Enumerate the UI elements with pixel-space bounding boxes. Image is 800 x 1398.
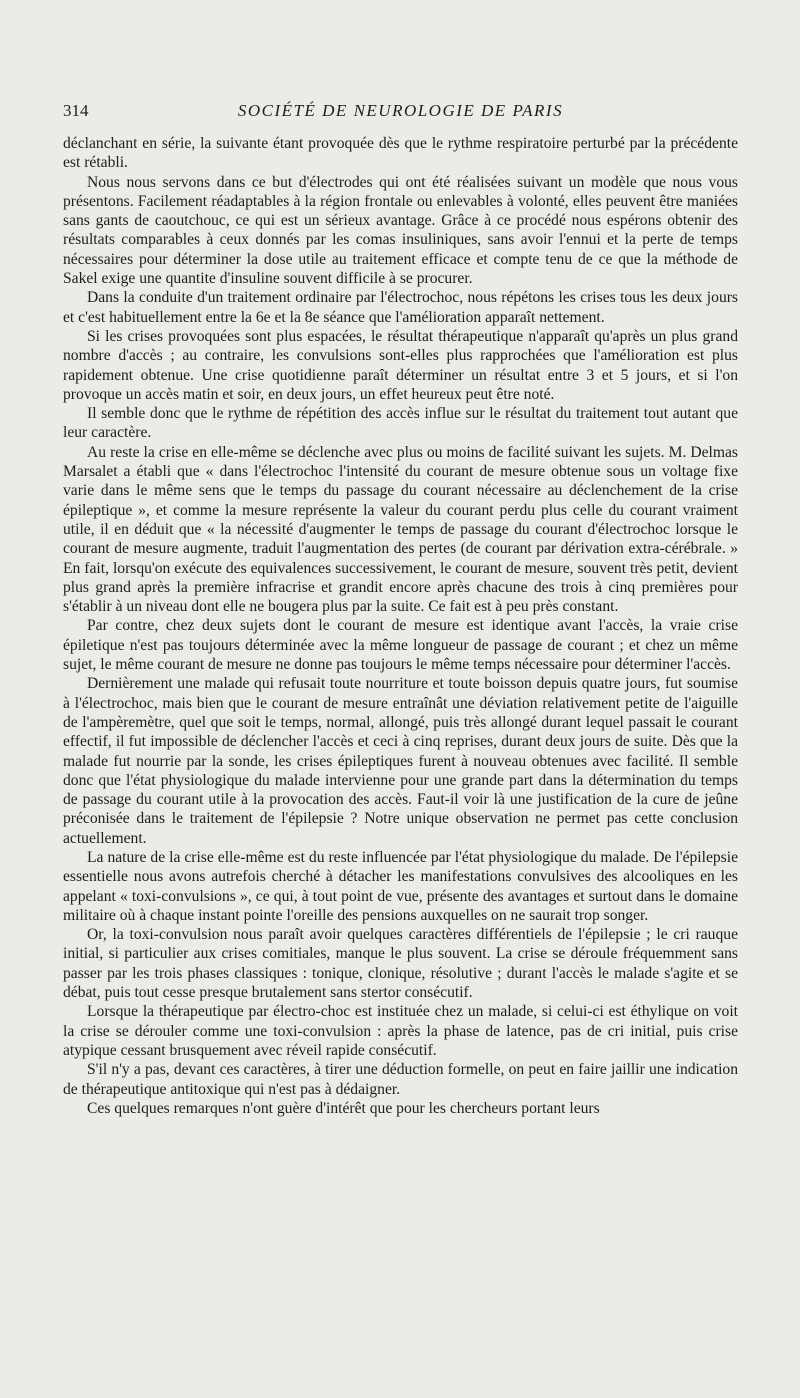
paragraph: Dans la conduite d'un traitement ordinaire par l'électrochoc, nous répétons les crises tous les deux jours et c'est habituellement entre la 6e et la 8e séance que l'amélioration apparaît nettement.	[63, 289, 738, 326]
page-number: 314	[63, 101, 89, 120]
paragraph: Au reste la crise en elle-même se déclenche avec plus ou moins de facilité suivant les sujets. M. Delmas Marsalet a établi que « dans l'électrochoc l'intensité du courant de mesure obtenue sous un voltage fixe varie dans le même sens que le temps du passage du courant nécessaire au déclenchement de la crise épileptique », et comme la mesure représente la valeur du courant perdu plus celle du courant vraiment utile, il en déduit que « la nécessité d'augmenter le temps de passage du courant d'électrochoc lorsque le courant de mesure augmente, traduit l'augmentation des pertes (de courant par dérivation extra-cérébrale. » En fait, lorsqu'on exécute des equivalences successivement, le courant de mesure, souvent très petit, devient plus grand après la première infracrise et grandit encore après chacune des trois à cinq premières pour s'établir à un niveau dont elle ne bougera plus par la suite. Ce fait est à peu près constant.	[63, 443, 738, 616]
paragraph: Dernièrement une malade qui refusait toute nourriture et toute boisson depuis quatre jours, fut soumise à l'électrochoc, mais bien que le courant de mesure entraînât une déviation relativement petite de l'aiguille de l'ampèremètre, quel que soit le temps, normal, allongé, puis très allongé durant lequel passait le courant effectif, il fut impossible de déclencher l'accès et ceci à cinq reprises, durant deux jours de suite. Dès que la malade fut nourrie par la sonde, les crises épileptiques furent à nouveau obtenues avec facilité. Il semble donc que l'état physiologique du malade intervienne pour une grande part dans la détermination du temps de passage du courant utile à la provocation des accès. Faut-il voir là une justification de la cure de jeûne préconisée dans le traitement de l'épilepsie ? Notre unique observation ne permet pas cette conclusion actuellement.	[63, 675, 738, 847]
page-header	[63, 101, 738, 125]
running-title: SOCIÉTÉ DE NEUROLOGIE DE PARIS	[237, 101, 564, 120]
paragraph: Nous nous servons dans ce but d'électrodes qui ont été réalisées suivant un modèle que nous vous présentons. Facilement réadaptables à la région frontale ou enlevables à volonté, elles peuvent être maniées sans gants de caoutchouc, ce qui est un sérieux avantage. Grâce à ce procédé nous espérons obtenir des résultats comparables à ceux donnés par les comas insuliniques, sans avoir l'ennui et la perte de temps nécessaires pour déterminer la dose utile au traitement efficace et compte tenu de ce que la méthode de Sakel exige une quantite d'insuline souvent difficile à se procurer.	[63, 173, 738, 288]
paragraph: La nature de la crise elle-même est du reste influencée par l'état physiologique du malade. De l'épilepsie essentielle nous avons autrefois cherché à détacher les manifestations convulsives des alcooliques en les appelant « toxi-convulsions », ce qui, à tout point de vue, présente des avantages et surtout dans le domaine militaire où à chaque instant pointe l'oreille des pensions auxquelles on ne saurait trop songer.	[63, 848, 738, 924]
paragraph: Si les crises provoquées sont plus espacées, le résultat thérapeutique n'apparaît qu'après un plus grand nombre d'accès ; au contraire, les convulsions sont-elles plus rapprochées que l'amélioration est plus rapidement obtenue. Une crise quotidienne paraît déterminer un résultat entre 3 et 5 jours, et si l'on provoque un accès matin et soir, en deux jours, un effet heureux peut être noté.	[63, 327, 738, 403]
body-text	[63, 134, 738, 1118]
paragraph: Par contre, chez deux sujets dont le courant de mesure est identique avant l'accès, la vraie crise épiletique n'est pas toujours déterminée avec la même longueur de passage de courant ; et chez un même sujet, le même courant de mesure ne donne pas toujours le même temps nécessaire pour déterminer l'accès.	[63, 617, 738, 674]
paragraph: Or, la toxi-convulsion nous paraît avoir quelques caractères différentiels de l'épilepsie ; le cri rauque initial, si particulier aux crises comitiales, manque le plus souvent. La crise se déroule fréquemment sans passer par les trois phases classiques : tonique, clonique, résolutive ; durant l'accès le malade s'agite et se débat, puis tout cesse presque brutalement sans stertor consécutif.	[63, 926, 738, 1002]
paragraph: S'il n'y a pas, devant ces caractères, à tirer une déduction formelle, on peut en faire jaillir une indication de thérapeutique antitoxique qui n'est pas à dédaigner.	[63, 1061, 738, 1098]
paragraph: déclanchant en série, la suivante étant provoquée dès que le rythme respiratoire perturbé par la précédente est rétabli.	[63, 135, 738, 172]
paragraph: Il semble donc que le rythme de répétition des accès influe sur le résultat du traitement tout autant que leur caractère.	[63, 405, 738, 442]
paragraph: Lorsque la thérapeutique par électro-choc est instituée chez un malade, si celui-ci est éthylique on voit la crise se dérouler comme une toxi-convulsion : après la phase de latence, pas de cri initial, puis crise atypique cessant brusquement avec réveil rapide consécutif.	[63, 1003, 738, 1059]
paragraph: Ces quelques remarques n'ont guère d'intérêt que pour les chercheurs portant leurs	[87, 1099, 600, 1117]
